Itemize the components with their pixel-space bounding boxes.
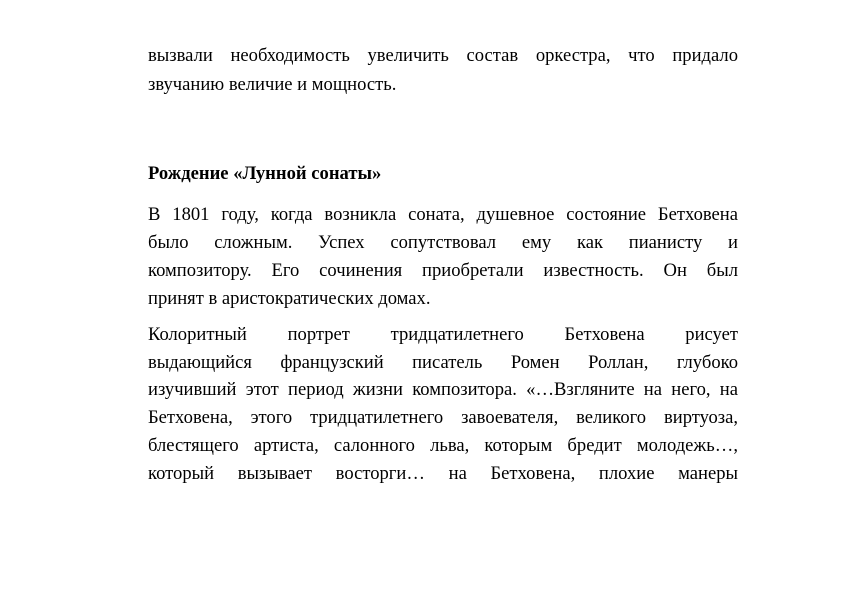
- paragraph-3-line-6: который вызывает восторги… на Бетховена, плохие манеры: [148, 463, 738, 484]
- paragraph-2-line-3: композитору. Его сочинения приобретали известность. Он был: [148, 260, 738, 281]
- paragraph-3-line-3: изучивший этот период жизни композитора. «…Взгляните на него, на: [148, 379, 738, 400]
- section-heading: Рождение «Лунной сонаты»: [148, 163, 382, 184]
- paragraph-2-line-1: В 1801 году, когда возникла соната, душевное состояние Бетховена: [148, 204, 738, 225]
- paragraph-1-line-2: звучанию величие и мощность.: [148, 74, 397, 95]
- paragraph-2-line-2: было сложным. Успех сопутствовал ему как пианисту и: [148, 232, 738, 253]
- paragraph-3-line-5: блестящего артиста, салонного льва, которым бредит молодежь…,: [148, 435, 738, 456]
- paragraph-1-line-1: вызвали необходимость увеличить состав оркестра, что придало: [148, 45, 738, 66]
- paragraph-3-line-4: Бетховена, этого тридцатилетнего завоевателя, великого виртуоза,: [148, 407, 738, 428]
- paragraph-3-line-2: выдающийся французский писатель Ромен Роллан, глубоко: [148, 352, 738, 373]
- paragraph-2-line-4: принят в аристократических домах.: [148, 288, 431, 309]
- paragraph-3-line-1: Колоритный портрет тридцатилетнего Бетховена рисует: [148, 324, 738, 345]
